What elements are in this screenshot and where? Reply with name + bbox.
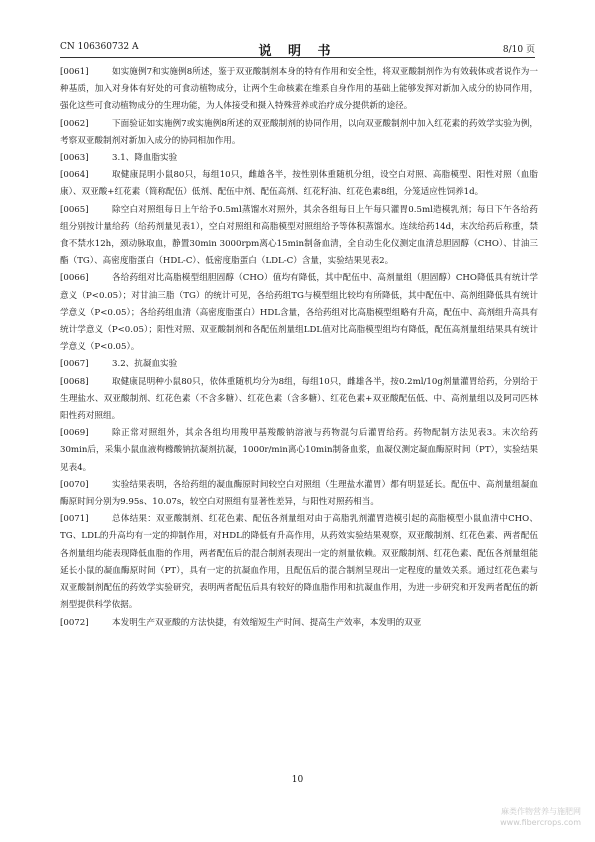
paragraph-0068 bbox=[60, 374, 538, 426]
header-rule bbox=[60, 57, 535, 58]
paragraph-0064 bbox=[60, 167, 538, 201]
paragraph-text: 本发明生产双亚酸的方法快捷，有效缩短生产时间、提高生产效率，本发明的双亚 bbox=[112, 617, 422, 628]
patent-number: CN 106360732 A bbox=[60, 42, 139, 52]
paragraph-number: [0066] bbox=[60, 273, 89, 284]
paragraph-number: [0062] bbox=[60, 118, 89, 129]
document-body bbox=[60, 64, 538, 632]
paragraph-number: [0072] bbox=[60, 617, 89, 628]
document-title: 说 明 书 bbox=[258, 44, 337, 59]
paragraph-0067 bbox=[60, 356, 538, 373]
paragraph-number: [0069] bbox=[60, 428, 89, 439]
paragraph-text: 取健康昆明小鼠80只，每组10只，雌雄各半，按性别体重随机分组，设空白对照、高脂模型、阳性对照（血脂康）、双亚酸+红花素（简称配伍）低剂、配伍中剂、配伍高剂、红花籽油、红花色素8组，分笼适应性饲养1d。 bbox=[60, 170, 538, 198]
paragraph-text: 各给药组对比高脂模型组胆固醇（CHO）值均有降低，其中配伍中、高剂量组（胆固醇）CHO降低具有统计学意义（P<0.05）；对甘油三脂（TG）的统计可见，各给药组TG与模型组比较均有所降低，其中配伍中、高剂组降低具有统计学意义（P<0.05）；各给药组血清（高密度脂蛋白）HDL含量，各给药组对比高脂模型组略有升高，配伍中、高剂组升高具有统计学意义（P<0.05）；阳性对照、双亚酸制剂和各配伍剂量组LDL值对比高脂模型组均有降低，配伍高剂量组结果具有统计学意义（P<0.05）。 bbox=[60, 273, 538, 353]
paragraph-text: 下面验证如实施例7或实施例8所述的双亚酸制剂的协同作用，以向双亚酸制剂中加入红花素的药效学实验为例，考察双亚酸制剂对新加入成分的协同相加作用。 bbox=[60, 118, 538, 146]
paragraph-text: 除空白对照组每日上午给予0.5ml蒸馏水对照外，其余各组每日上午每只灌胃0.5ml造模乳剂；每日下午各给药组分别按计量给药（给药剂量见表1），空白对照组和高脂模型对照组给予等体积蒸馏水。连续给药14d，末次给药后称重，禁食不禁水12h，颈动脉取血，静置30min 3000rpm离心15min制备血清，全自动生化仪测定血清总胆固醇（CHO）、甘油三酯（TG）、高密度脂蛋白（HDL-C）、低密度脂蛋白（LDL-C）含量，实验结果见表2。 bbox=[60, 204, 538, 267]
paragraph-0071 bbox=[60, 511, 538, 614]
paragraph-0066 bbox=[60, 270, 538, 356]
paragraph-0065 bbox=[60, 202, 538, 271]
page-header bbox=[60, 40, 535, 59]
page-indicator: 8/10 页 bbox=[502, 45, 535, 55]
paragraph-number: [0070] bbox=[60, 479, 89, 490]
paragraph-text: 如实施例7和实施例8所述，鉴于双亚酸制剂本身的特有作用和安全性，将双亚酸制剂作为有效载体或者说作为一种基质，加入对身体有好处的可食动植物成分，让两个生命核素在维系自身作用的基础上能够发挥对新加入成分的协同作用，强化这些可食动植物成分的生理功能，为人体接受和摄入特殊营养或治疗成分提供新的途径。 bbox=[60, 67, 538, 112]
paragraph-number: [0071] bbox=[60, 514, 89, 525]
paragraph-0069 bbox=[60, 425, 538, 477]
paragraph-number: [0068] bbox=[60, 376, 89, 387]
paragraph-number: [0067] bbox=[60, 359, 89, 370]
paragraph-0061 bbox=[60, 64, 538, 116]
paragraph-text: 除正常对照组外，其余各组均用羧甲基羧酸钠溶液与药物混匀后灌胃给药。药物配制方法见表3。末次给药30min后，采集小鼠血液枸橼酸钠抗凝剂抗凝，1000r/min离心10min制备血浆，血凝仪测定凝血酶原时间（PT），实验结果见表4。 bbox=[60, 428, 538, 473]
watermark-url: www.fibercrops.com bbox=[500, 818, 581, 827]
watermark-name: 麻类作物营养与施肥网 bbox=[501, 807, 581, 816]
section-heading: 3.1、降血脂实验 bbox=[112, 153, 178, 164]
paragraph-0072 bbox=[60, 615, 538, 632]
paragraph-number: [0063] bbox=[60, 153, 89, 164]
paragraph-0063 bbox=[60, 150, 538, 167]
paragraph-0062 bbox=[60, 116, 538, 150]
paragraph-0070 bbox=[60, 477, 538, 511]
paragraph-number: [0064] bbox=[60, 170, 89, 181]
paragraph-text: 总体结果：双亚酸制剂、红花色素、配伍各剂量组对由于高脂乳剂灌胃造模引起的高脂模型小鼠血清中CHO、TG、LDL的升高均有一定的抑制作用，对HDL的降低有升高作用，从药效实验结果观察，双亚酸制剂、红花色素、两者配伍各剂量组均能表现降低血脂的作用，两者配伍后的混合制剂表现出一定的剂量依赖。双亚酸制剂、红花色素、配伍各剂量组能延长小鼠的凝血酶原时间（PT），具有一定的抗凝血作用，且配伍后的混合制剂呈现出一定程度的量效关系。通过红花色素与双亚酸制剂配伍的药效学实验研究，表明两者配伍后具有较好的降血脂作用和抗凝血作用，为进一步研究和开发两者配伍的新剂型提供科学依据。 bbox=[60, 514, 538, 611]
section-heading: 3.2、抗凝血实验 bbox=[112, 359, 178, 370]
page-number: 10 bbox=[291, 775, 304, 785]
paragraph-text: 取健康昆明种小鼠80只，依体重随机均分为8组，每组10只，雌雄各半，按0.2ml/10g剂量灌胃给药，分别给于生理盐水、双亚酸制剂、红花色素（不含多糖）、红花色素（含多糖）、红花色素+双亚酸配伍低、中、高剂量组以及阿司匹林阳性药对照组。 bbox=[60, 376, 538, 422]
paragraph-number: [0061] bbox=[60, 67, 89, 77]
watermark bbox=[431, 806, 581, 828]
paragraph-text: 实验结果表明，各给药组的凝血酶原时间较空白对照组（生理盐水灌胃）都有明显延长。配伍中、高剂量组凝血酶原时间分别为9.95s、10.07s，较空白对照组有显著性差异，与阳性对照药相当。 bbox=[60, 479, 538, 508]
paragraph-number: [0065] bbox=[60, 204, 89, 215]
